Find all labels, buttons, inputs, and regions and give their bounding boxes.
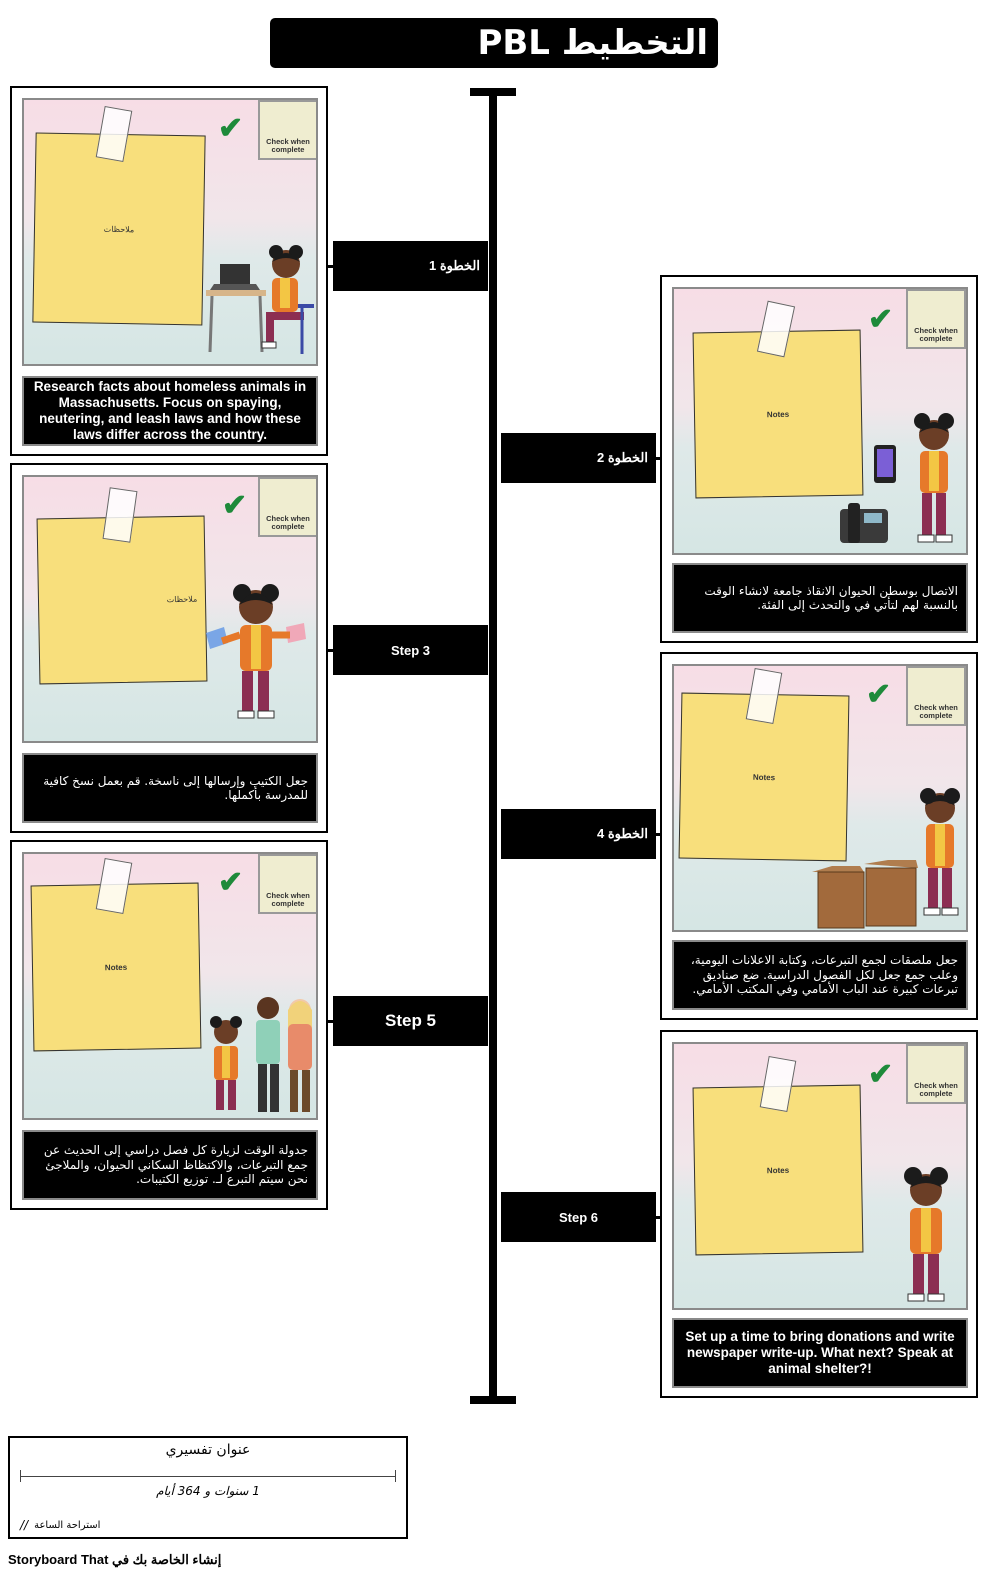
step-caption: الاتصال بوسطن الحيوان الانقاذ جامعة لانشاء الوقت بالنسبة لهم لتأتي في والتحدث إلى الفئة. [672, 563, 968, 633]
checkmark-icon: ✔ [218, 866, 244, 899]
scene [672, 1042, 968, 1310]
legend-scale-end [395, 1470, 396, 1482]
step-card-4 [660, 652, 978, 1020]
scene [22, 852, 318, 1120]
timeline-legend [8, 1436, 408, 1539]
sticky-note: Notes [679, 693, 850, 862]
check-when-complete-box[interactable]: Check when complete [258, 477, 318, 537]
step-caption: جعل الكتيب وإرسالها إلى ناسخة. قم بعمل نسخ كافية للمدرسة بأكملها. [22, 753, 318, 823]
legend-title: عنوان تفسيري [165, 1442, 251, 1458]
scene [22, 98, 318, 366]
scene [672, 287, 968, 555]
step-card-5 [10, 840, 328, 1210]
check-when-complete-box[interactable]: Check when complete [906, 289, 966, 349]
sticky-note: ملاحظات [37, 516, 208, 685]
check-when-complete-box[interactable]: Check when complete [258, 100, 318, 160]
checkmark-icon: ✔ [866, 678, 892, 711]
footer-credit[interactable]: إنشاء الخاصة بك في Storyboard That [8, 1552, 222, 1567]
sticky-note: ملاحظات [32, 133, 205, 326]
legend-scale: // استراحة الساعة [20, 1518, 101, 1532]
sticky-note: Notes [693, 330, 864, 499]
girl-at-desk-icon [206, 234, 318, 364]
checkmark-icon: ✔ [218, 112, 244, 145]
step-card-6 [660, 1030, 978, 1398]
step-label-1: الخطوة 1 [333, 241, 488, 291]
girl-with-adults-icon [204, 990, 318, 1118]
step-label-6: Step 6 [501, 1192, 656, 1242]
timeline-top-cap [470, 88, 516, 96]
step-card-1 [10, 86, 328, 456]
checkmark-icon: ✔ [222, 489, 248, 522]
step-caption: Set up a time to bring donations and write newspaper write-up. What next? Speak at animal shelter?! [672, 1318, 968, 1388]
step-caption: جعل ملصقات لجمع التبرعات، وكتابة الاعلانات اليومية، وعلب جمع جعل لكل الفصول الدراسية. ضع صناديق تبرعات كبيرة عند الباب الأمامي وفي المكتب الأمامي. [672, 940, 968, 1010]
scene [22, 475, 318, 743]
check-when-complete-box[interactable]: Check when complete [258, 854, 318, 914]
legend-duration: 1 سنوات و 364 أيام [156, 1484, 260, 1498]
girl-on-phone-icon [834, 399, 964, 551]
check-when-complete-box[interactable]: Check when complete [906, 1044, 966, 1104]
step-card-2 [660, 275, 978, 643]
timeline-spine [489, 88, 497, 1404]
sticky-note: Notes [693, 1085, 864, 1256]
sticky-note: Notes [31, 883, 202, 1052]
step-card-3 [10, 463, 328, 833]
scene [672, 664, 968, 932]
step-label-5: Step 5 [333, 996, 488, 1046]
girl-with-donation-boxes-icon [808, 786, 968, 932]
girl-standing-icon [886, 1162, 966, 1308]
legend-scale-start [20, 1470, 21, 1482]
step-caption: Research facts about homeless animals in Massachusetts. Focus on spaying, neutering, and leash laws and how these laws differ across the country. [22, 376, 318, 446]
step-caption: جدولة الوقت لزيارة كل فصل دراسي إلى الحديث عن جمع التبرعات، والاكتظاظ السكاني الحيوان، والملاجئ نحن سيتم التبرع لـ. توزيع الكتيبات. [22, 1130, 318, 1200]
timeline-bottom-cap [470, 1396, 516, 1404]
check-when-complete-box[interactable]: Check when complete [906, 666, 966, 726]
legend-scale-line [20, 1476, 396, 1477]
step-label-4: الخطوة 4 [501, 809, 656, 859]
checkmark-icon: ✔ [868, 303, 894, 336]
break-icon: // [20, 1518, 29, 1532]
page-title: التخطيط PBL [270, 18, 718, 68]
step-label-2: الخطوة 2 [501, 433, 656, 483]
checkmark-icon: ✔ [868, 1058, 894, 1091]
step-label-3: Step 3 [333, 625, 488, 675]
girl-with-pamphlets-icon [202, 577, 312, 727]
